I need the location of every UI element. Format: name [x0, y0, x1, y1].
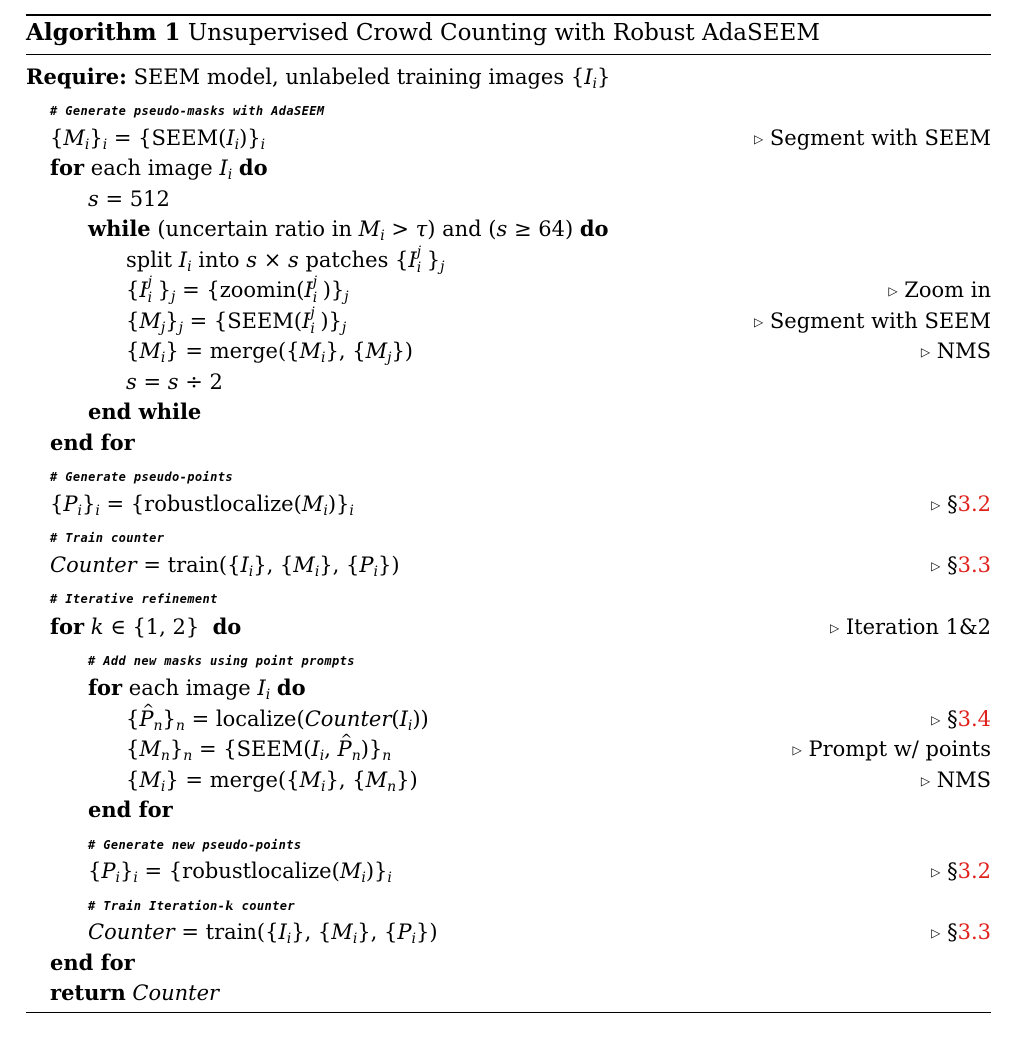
annotation-prompt: ▷ Prompt w/ points [792, 737, 991, 761]
triangle-right-icon: ▷ [753, 315, 764, 329]
comment-train-iteration: # Train Iteration-k counter [88, 899, 295, 913]
line-seem-init: $\{M_i\}_i$ = $\{SEEM(I_i)\}_i$ ▷ Segment with SEEM [26, 123, 991, 153]
comment-train-counter: # Train counter [50, 531, 165, 545]
comment-iterative-refinement: # Iterative refinement [50, 592, 218, 606]
line-robustlocalize-1: $\{P_i\}_i$ = $\{robustlocalize(M_i)\}_i$ ▷ §3.2 [26, 489, 991, 519]
caption-rule [26, 54, 991, 55]
line-return: return Counter [50, 980, 220, 1005]
line-robustlocalize-2: $\{P_i\}_i$ = $\{robustlocalize(M_i)\}_i$ ▷ §3.2 [26, 856, 991, 886]
line-end-for-2: end for [88, 797, 173, 822]
triangle-right-icon: ▷ [931, 559, 941, 573]
line-end-for-3: end for [50, 950, 135, 975]
annotation-segment: ▷ Segment with SEEM [753, 126, 991, 150]
annotation-sec-3-2: ▷ §3.2 [931, 492, 991, 516]
triangle-right-icon: ▷ [920, 345, 931, 359]
annotation-iteration: ▷ Iteration 1&2 [829, 615, 991, 639]
line-end-while: end while [88, 399, 202, 424]
line-train-1: Counter = $train(\{I_i\}$, $\{M_i\}$, $\{P_i\}$) ▷ §3.3 [26, 550, 991, 580]
annotation-sec-3-4: ▷ §3.4 [931, 707, 991, 731]
line-seem-prompt: $\{M_n\}_n$ = {$SEEM(I_i$, ^ $P_n)\}_n$ ▷ Prompt w/ points [26, 734, 991, 764]
require-text: SEEM model, unlabeled training images [133, 65, 565, 89]
triangle-right-icon: ▷ [931, 713, 941, 727]
comment-new-pseudo-points: # Generate new pseudo-points [88, 838, 302, 852]
line-while: while (uncertain ratio in $M_i > \tau$) and (s ≥ 64) do [88, 216, 609, 244]
triangle-right-icon: ▷ [792, 743, 802, 757]
line-merge-1: $\{M_i\}$ = $merge(\{M_i\}$, $\{M_j\}$) ▷ NMS [26, 336, 991, 366]
annotation-nms-2: ▷ NMS [920, 768, 991, 792]
annotation-sec-3-3-b: ▷ §3.3 [931, 920, 991, 944]
line-split: split $I_i$ into s × s patches {I j i }$_j$ [126, 244, 445, 276]
top-rule [26, 14, 991, 16]
require-line: Require: SEEM model, unlabeled training images $\{I_i\}$ [26, 64, 611, 92]
line-s-init: s = 512 [88, 187, 170, 211]
comment-pseudo-masks: # Generate pseudo-masks with AdaSEEM [50, 104, 325, 118]
line-train-2: Counter = $train(\{I_i\}$, $\{M_i\}$, $\{P_i\}$) ▷ §3.3 [26, 917, 991, 947]
annotation-sec-3-3: ▷ §3.3 [931, 553, 991, 577]
triangle-right-icon: ▷ [829, 621, 840, 635]
algorithm-label: Algorithm 1 [26, 19, 181, 46]
annotation-segment-2: ▷ Segment with SEEM [753, 309, 991, 333]
line-merge-2: $\{M_i\}$ = $merge(\{M_i\}$, $\{M_n\}$) ▷ NMS [26, 765, 991, 795]
algorithm-caption [26, 19, 820, 46]
line-for-each-image: for each image $I_i$ do [50, 155, 268, 183]
comment-pseudo-points: # Generate pseudo-points [50, 470, 233, 484]
annotation-nms: ▷ NMS [920, 339, 991, 363]
triangle-right-icon: ▷ [753, 132, 764, 146]
line-zoomin: {I j i }$_j = \{zoomin(I$ j i )}$_j$ ▷ Zoom in [126, 274, 991, 306]
line-localize: {^ $P_n\}_n$ = $localize(Counter(I_i))$ ▷ §3.4 [26, 704, 991, 734]
line-end-for-1: end for [50, 430, 135, 455]
triangle-right-icon: ▷ [931, 926, 941, 940]
require-keyword: Require: [26, 64, 127, 89]
triangle-right-icon: ▷ [931, 865, 941, 879]
triangle-right-icon: ▷ [888, 284, 898, 298]
annotation-sec-3-2-b: ▷ §3.2 [931, 859, 991, 883]
annotation-zoom: ▷ Zoom in [888, 278, 991, 302]
triangle-right-icon: ▷ [920, 774, 931, 788]
comment-new-masks: # Add new masks using point prompts [88, 654, 355, 668]
bottom-rule [26, 1012, 991, 1013]
line-s-halve: s = s ÷ 2 [126, 370, 223, 394]
algorithm-title: Unsupervised Crowd Counting with Robust AdaSEEM [187, 20, 820, 46]
triangle-right-icon: ▷ [931, 498, 941, 512]
line-seem-patches: $\{M_j\}_j$ = {SEEM(I j i )}$_j$ ▷ Segment with SEEM [126, 305, 991, 337]
line-for-each-image-2: for each image $I_i$ do [88, 675, 306, 703]
line-for-k: for k ∈ {1, 2} do ▷ Iteration 1&2 [26, 612, 991, 642]
